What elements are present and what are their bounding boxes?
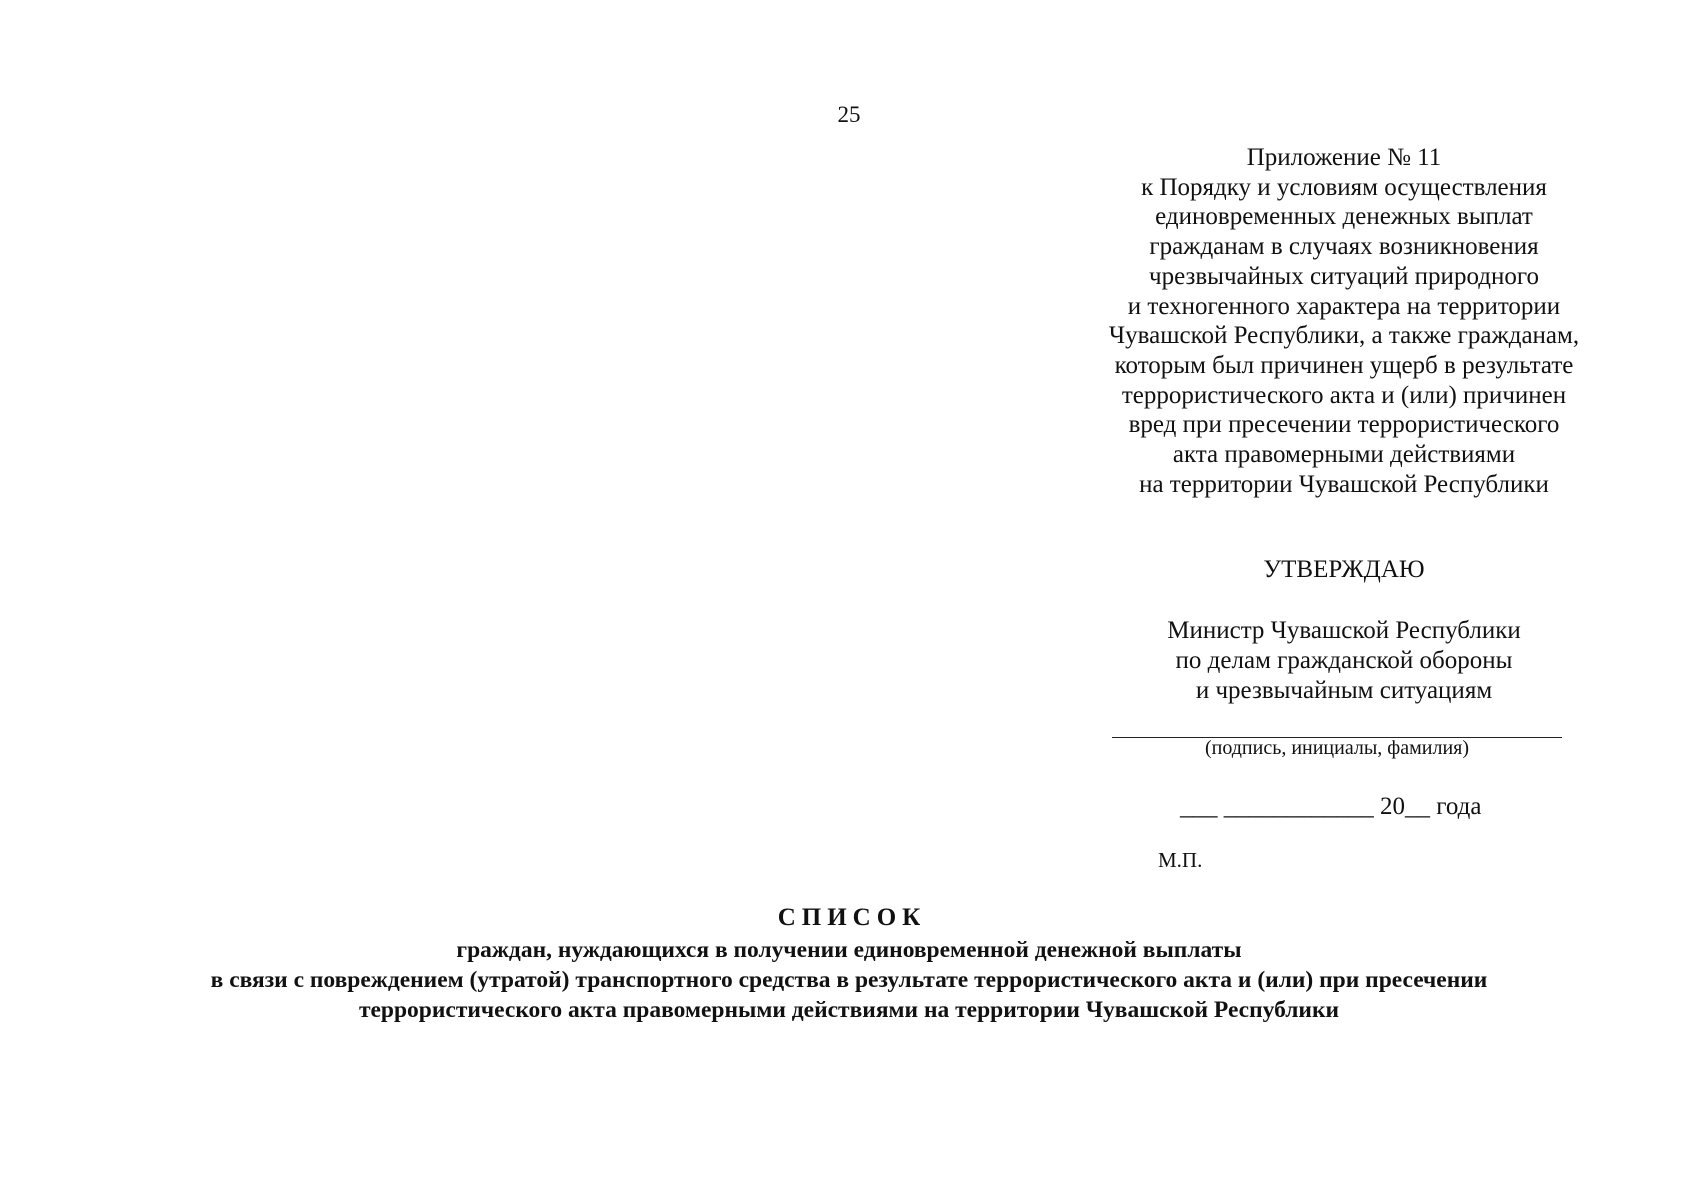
appendix-line: единовременных денежных выплат	[1155, 203, 1533, 231]
appendix-line: на территории Чувашской Республики	[1139, 470, 1549, 498]
approval-date-line: ___ ____________ 20__ года	[1180, 793, 1482, 820]
appendix-line: к Порядку и условиям осуществления	[1141, 173, 1547, 201]
appendix-line: и техногенного характера на территории	[1127, 292, 1561, 320]
appendix-header	[1064, 143, 1624, 499]
list-subtitle	[0, 935, 1698, 1025]
appendix-line: которым был причинен ущерб в результате	[1114, 351, 1574, 379]
appendix-line: Чувашской Республики, а также гражданам,	[1108, 322, 1580, 350]
approval-title: УТВЕРЖДАЮ	[1263, 556, 1425, 583]
appendix-line: террористического акта и (или) причинен	[1121, 381, 1567, 409]
appendix-line: Приложение № 11	[1246, 144, 1442, 171]
page-number: 25	[837, 102, 861, 127]
list-subtitle-line: в связи с повреждением (утратой) транспортного средства в результате террористического акта и (или) при пресечении	[210, 967, 1488, 993]
approver-position-line: по делам гражданской обороны	[1175, 647, 1513, 674]
appendix-line: гражданам в случаях возникновения	[1149, 233, 1539, 261]
list-subtitle-line: террористического акта правомерными действиями на территории Чувашской Республики	[358, 997, 1340, 1023]
list-title: СПИСОК	[777, 904, 927, 931]
signature-caption: (подпись, инициалы, фамилия)	[1204, 737, 1470, 759]
list-subtitle-line: граждан, нуждающихся в получении единовременной денежной выплаты	[456, 937, 1242, 963]
approver-position-line: и чрезвычайным ситуациям	[1195, 677, 1493, 704]
approver-position-line: Министр Чувашской Республики	[1167, 617, 1521, 644]
appendix-line: вред при пресечении террористического	[1128, 411, 1560, 439]
appendix-line: акта правомерными действиями	[1172, 441, 1516, 469]
approver-position	[1064, 616, 1624, 706]
stamp-placeholder: М.П.	[1158, 848, 1203, 872]
appendix-line: чрезвычайных ситуаций природного	[1149, 262, 1539, 290]
